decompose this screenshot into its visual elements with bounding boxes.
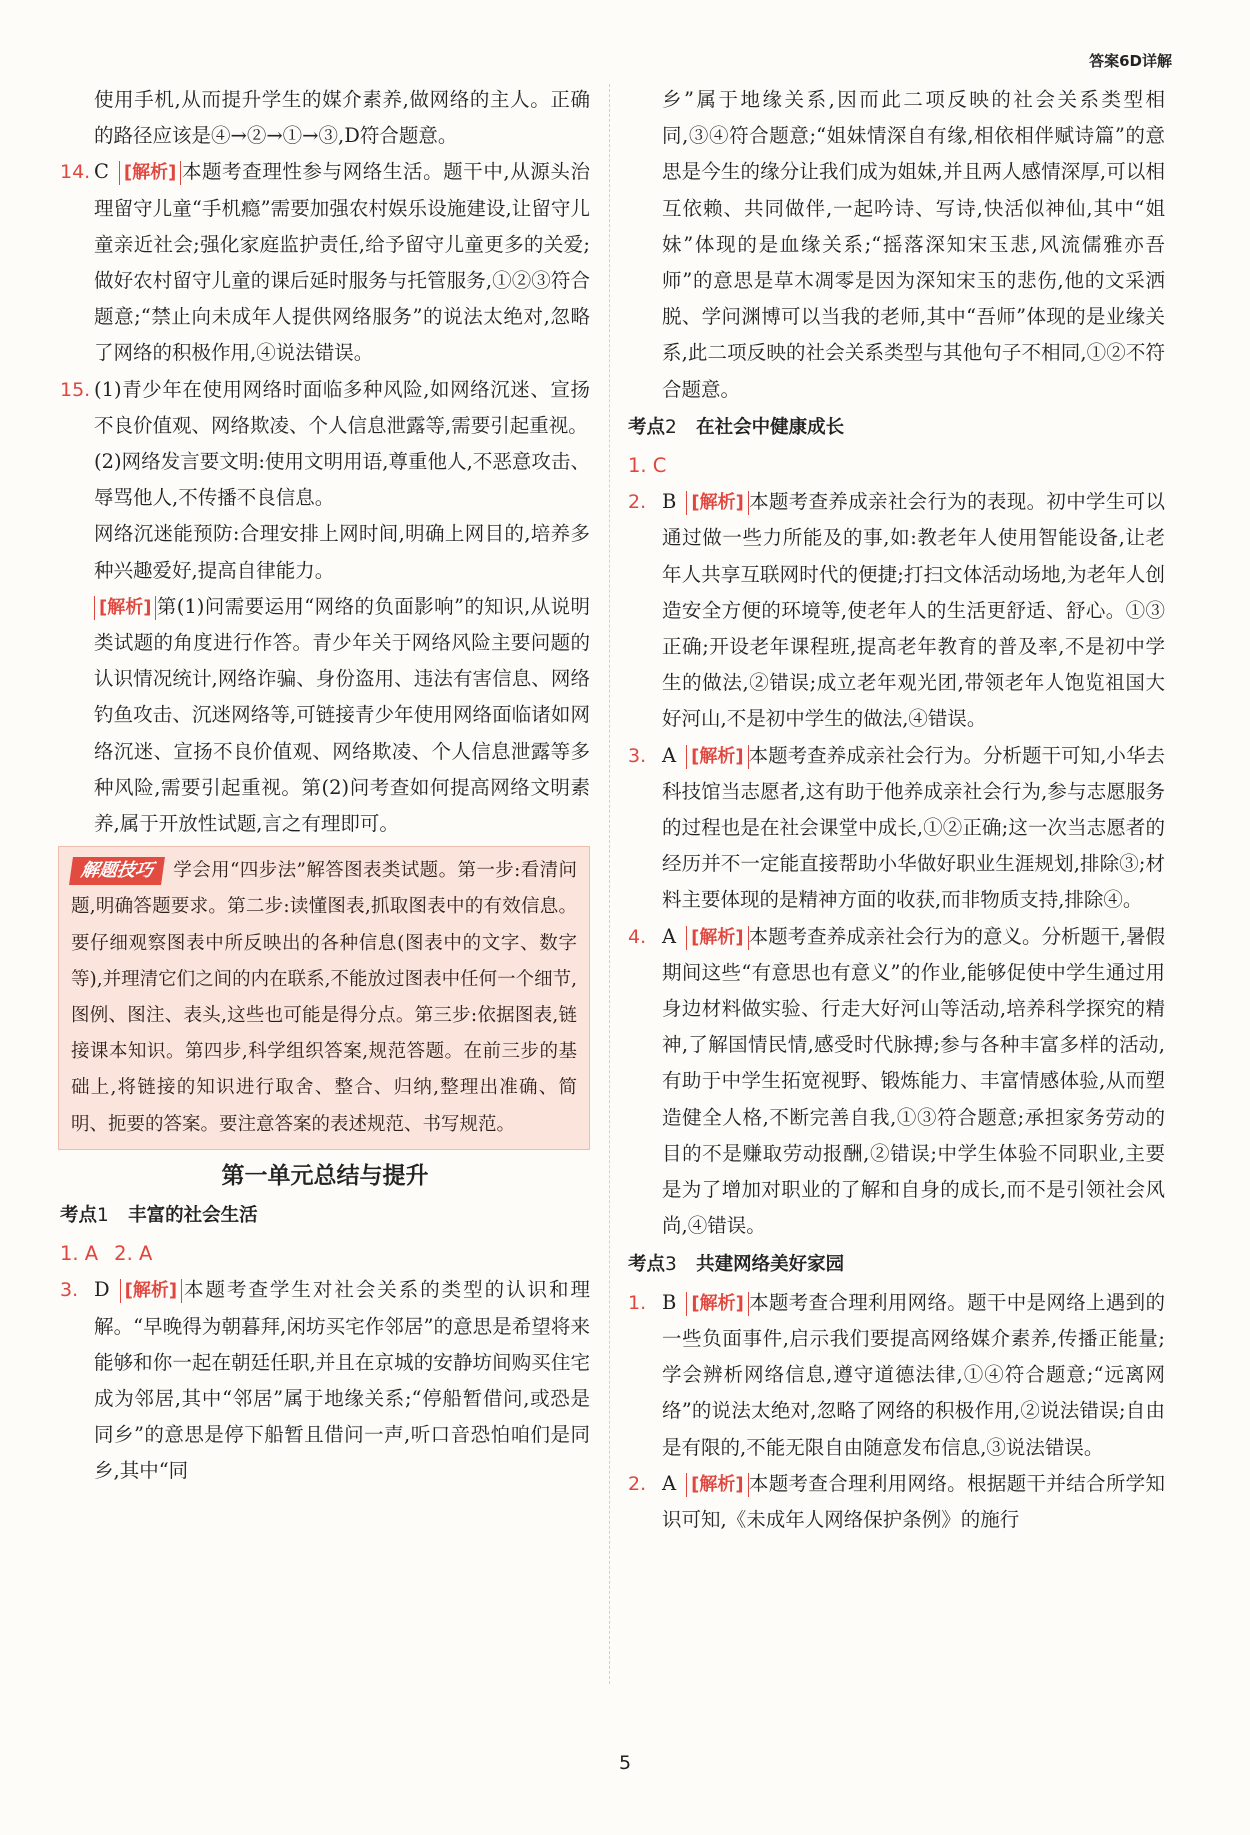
answer-letter: B	[662, 1290, 677, 1314]
question-14	[60, 154, 590, 371]
exam-point-prefix: 考点	[628, 416, 666, 438]
analysis-text: 本题考查养成亲社会行为的表现。初中学生可以通过做一些力所能及的事,如:教老年人使用智能设备,让老年人共享互联网时代的便捷;打扫文体活动场地,为老年人创造安全方便的环境等,使老年人的生活更舒适、舒心。①③正确;开设老年课程班,提高老年教育的普及率,不是初中学生的做法,②错误;成立老年观光团,带领老年人饱览祖国大好河山,不是初中学生的做法,④错误。	[662, 490, 1165, 731]
question-3	[60, 1272, 590, 1489]
question-number: 1.	[628, 1291, 647, 1314]
answer-2: 2. A	[114, 1242, 153, 1266]
exam-point-prefix: 考点	[628, 1253, 666, 1275]
answer-part-3: 网络沉迷能预防:合理安排上网时间,明确上网目的,培养多种兴趣爱好,提高自律能力。	[94, 522, 590, 582]
question-2b	[628, 1466, 1165, 1538]
question-number: 2.	[628, 1472, 647, 1495]
answer-letter: D	[94, 1278, 110, 1302]
exam-point-3-heading	[628, 1247, 1165, 1283]
right-column	[628, 82, 1165, 1538]
answer-letter: C	[94, 160, 109, 184]
question-number: 15.	[60, 378, 91, 401]
analysis-text: 本题考查学生对社会关系的类型的认识和理解。“早晚得为朝暮拜,闲坊买宅作邻居”的意思是希望将来能够和你一起在朝廷任职,并且在京城的安静坊间购买住宅成为邻居,其中“邻居”属于地缘关系;“停船暂借问,或恐是同乡”的意思是停下船暂且借问一声,听口音恐怕咱们是同乡,其中“同	[94, 1278, 590, 1483]
question-3	[628, 738, 1165, 919]
answers-row	[628, 448, 1165, 484]
answer-letter: A	[662, 743, 677, 767]
continued-text-left: 使用手机,从而提升学生的媒介素养,做网络的主人。正确的路径应该是④→②→①→③,D符合题意。	[94, 88, 590, 148]
analysis-tag: [解析]	[686, 926, 748, 950]
exam-point-number: 3	[665, 1253, 677, 1275]
answer-letter: B	[662, 490, 677, 514]
analysis-text: 第(1)问需要运用“网络的负面影响”的知识,从说明类试题的角度进行作答。青少年关于网络风险主要问题的认识情况统计,网络诈骗、身份盗用、违法有害信息、网络钓鱼攻击、沉迷网络等,可链接青少年使用网络面临诸如网络沉迷、宣扬不良价值观、网络欺凌、个人信息泄露等多种风险,需要引起重视。第(2)问考查如何提高网络文明素养,属于开放性试题,言之有理即可。	[94, 594, 590, 836]
exam-point-prefix: 考点	[60, 1204, 98, 1226]
question-number: 14.	[60, 161, 91, 184]
analysis-text: 本题考查合理利用网络。根据题干并结合所学知识可知,《未成年人网络保护条例》的施行	[662, 1471, 1165, 1531]
answer-1: 1. C	[628, 454, 667, 478]
answer-1: 1. A	[60, 1242, 99, 1266]
analysis-tag: [解析]	[686, 1473, 748, 1497]
question-number: 3.	[60, 1279, 79, 1302]
section-title: 第一单元总结与提升	[221, 1161, 429, 1189]
left-column	[60, 82, 590, 1490]
question-15	[60, 372, 590, 843]
question-number: 4.	[628, 925, 647, 948]
continued-text-right: 乡”属于地缘关系,因而此二项反映的社会关系类型相同,③④符合题意;“姐妹情深自有缘,相依相伴赋诗篇”的意思是今生的缘分让我们成为姐妹,并且两人感情深厚,可以相互依赖、共同做伴,一起吟诗、写诗,快活似神仙,其中“姐妹”体现的是血缘关系;“摇落深知宋玉悲,风流儒雅亦吾师”的意思是草木凋零是因为深知宋玉的悲伤,他的文采洒脱、学问渊博可以当我的老师,其中“吾师”体现的是业缘关系,此二项反映的社会关系类型与其他句子不相同,①②不符合题意。	[662, 88, 1165, 401]
answer-part-2: (2)网络发言要文明:使用文明用语,尊重他人,不恶意攻击、辱骂他人,不传播不良信息。	[94, 450, 590, 510]
analysis-tag: [解析]	[94, 596, 156, 620]
question-2	[628, 484, 1165, 737]
analysis-tag: [解析]	[686, 1292, 748, 1316]
question-4	[628, 919, 1165, 1245]
analysis-tag: [解析]	[686, 491, 748, 515]
question-1	[628, 1285, 1165, 1466]
answer-letter: A	[662, 1471, 677, 1495]
answers-row	[60, 1236, 590, 1272]
tip-label: 解题技巧	[69, 857, 165, 885]
exam-point-number: 1	[97, 1204, 109, 1226]
exam-point-1-heading	[60, 1198, 590, 1234]
page-header: 答案6D详解	[1089, 52, 1172, 70]
analysis-tag: [解析]	[120, 1279, 182, 1303]
analysis-tag: [解析]	[686, 745, 748, 769]
solving-tip-box	[58, 846, 590, 1150]
analysis-text: 本题考查养成亲社会行为的意义。分析题干,暑假期间这些“有意思也有意义”的作业,能够促使中学生通过用身边材料做实验、行走大好河山等活动,培养科学探究的精神,了解国情民情,感受时代脉搏;参与各种丰富多样的活动,有助于中学生拓宽视野、锻炼能力、丰富情感体验,从而塑造健全人格,不断完善自我,①③符合题意;承担家务劳动的目的不是赚取劳动报酬,②错误;中学生体验不同职业,主要是为了增加对职业的了解和自身的成长,而不是引领社会风尚,④错误。	[662, 924, 1165, 1238]
analysis-text: 本题考查理性参与网络生活。题干中,从源头治理留守儿童“手机瘾”需要加强农村娱乐设施建设,让留守儿童亲近社会;强化家庭监护责任,给予留守儿童更多的关爱;做好农村留守儿童的课后延时服务与托管服务,①②③符合题意;“禁止向未成年人提供网络服务”的说法太绝对,忽略了网络的积极作用,④说法错误。	[94, 160, 590, 365]
analysis-text: 本题考查合理利用网络。题干中是网络上遇到的一些负面事件,启示我们要提高网络媒介素养,传播正能量;学会辨析网络信息,遵守道德法律,①④符合题意;“远离网络”的说法太绝对,忽略了网络的积极作用,②说法错误;自由是有限的,不能无限自由随意发布信息,③说法错误。	[662, 1290, 1165, 1459]
exam-point-number: 2	[665, 416, 677, 438]
question-number: 3.	[628, 744, 647, 767]
analysis-text: 本题考查养成亲社会行为。分析题干可知,小华去科技馆当志愿者,这有助于他养成亲社会行为,参与志愿服务的过程也是在社会课堂中成长,①②正确;这一次当志愿者的经历并不一定能直接帮助小华做好职业生涯规划,排除③;材料主要体现的是精神方面的收获,而非物质支持,排除④。	[662, 743, 1165, 912]
exam-point-title: 丰富的社会生活	[128, 1204, 258, 1226]
column-divider	[609, 84, 610, 1684]
question-number: 2.	[628, 491, 647, 514]
answer-part-1: (1)青少年在使用网络时面临多种风险,如网络沉迷、宣扬不良价值观、网络欺凌、个人信息泄露等,需要引起重视。	[94, 377, 590, 437]
exam-point-title: 在社会中健康成长	[696, 416, 845, 438]
tip-text: 学会用“四步法”解答图表类试题。第一步:看清问题,明确答题要求。第二步:读懂图表,抓取图表中的有效信息。要仔细观察图表中所反映出的各种信息(图表中的文字、数字等),并理清它们之间的内在联系,不能放过图表中任何一个细节,图例、图注、表头,这些也可能是得分点。第三步:依据图表,链接课本知识。第四步,科学组织答案,规范答题。在前三步的基础上,将链接的知识进行取舍、整合、归纳,整理出准确、简明、扼要的答案。要注意答案的表述规范、书写规范。	[71, 860, 577, 1135]
exam-point-2-heading	[628, 410, 1165, 446]
answer-letter: A	[662, 924, 677, 948]
page-number: 5	[618, 1752, 632, 1774]
analysis-tag: [解析]	[119, 161, 181, 185]
exam-point-title: 共建网络美好家园	[696, 1253, 845, 1275]
